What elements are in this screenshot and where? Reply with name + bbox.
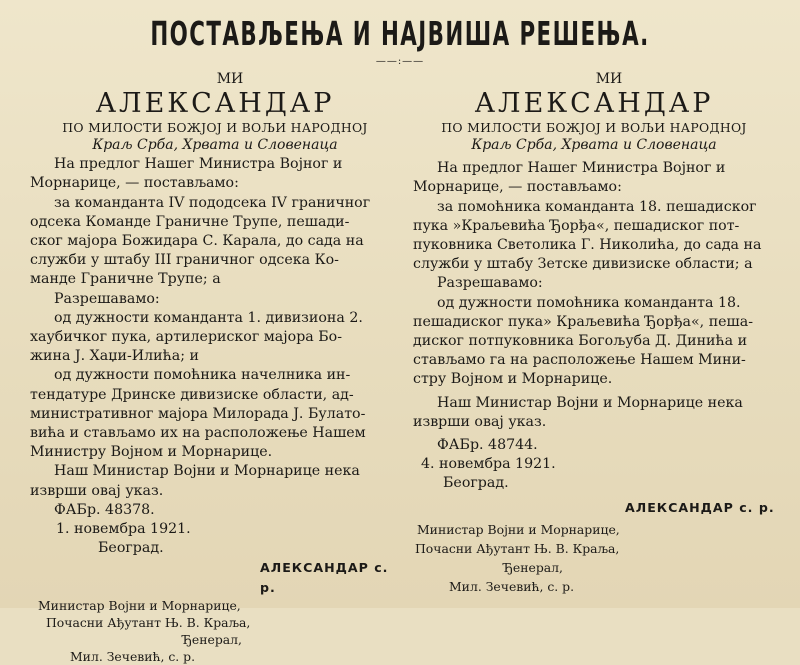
decree-signature: АЛЕКСАНДАР с. р. (260, 560, 389, 595)
minister-signature: Мил. Зечевић, с. р. (449, 578, 575, 594)
decree-line: за команданта IV пододсека IV граничног (54, 194, 371, 211)
decree-line: за помоћника команданта 18. пешадиског (437, 198, 757, 215)
decree-line: министративног мајора Милорада Ј. Булато- (30, 405, 366, 422)
minister-aide: Почасни Ађутант Њ. В. Краља, (46, 614, 251, 630)
decree-line: жина Ј. Хаџи-Илића; и (30, 348, 199, 365)
decree-we: МИ (595, 71, 623, 87)
decree-grace: ПО МИЛОСТИ БОЖЈОЈ И ВОЉИ НАРОДНОЈ (62, 120, 368, 136)
decree-line: стављамо га на расположење Нашем Мини- (413, 352, 746, 369)
decree-line: изврши овај указ. (413, 413, 547, 430)
minister-title: Министар Војни и Морнарице, (38, 597, 241, 613)
decree-line: вића и стављамо их на расположење Нашем (30, 425, 366, 442)
decree-line: служби у штабу Зетске дивизиске области; а (413, 256, 753, 273)
decree-date: 4. новембра 1921. (421, 456, 556, 473)
title-ornament: ——:—— (375, 56, 425, 67)
decree-line: Разрешавамо: (437, 275, 543, 292)
decree-left (30, 70, 400, 665)
decree-line: манде Граничне Трупе; а (30, 271, 221, 288)
decree-king: АЛЕКСАНДАР (95, 88, 335, 120)
decree-realm: Краљ Срба, Хрвата и Словенаца (92, 137, 338, 154)
decree-king: АЛЕКСАНДАР (474, 88, 714, 120)
minister-aide: Почасни Ађутант Њ. В. Краља, (415, 540, 620, 556)
decree-line: од дужности помоћника начелника ин- (54, 367, 351, 384)
decree-line: ског мајора Божидара С. Карала, до сада на (30, 233, 364, 250)
decree-line: Министру Војном и Морнарице. (30, 444, 273, 461)
minister-rank: Ђенерал, (182, 631, 242, 647)
decree-realm: Краљ Срба, Хрвата и Словенаца (471, 137, 717, 154)
decree-line: пуковника Светолика Г. Николића, до сада на (413, 237, 762, 254)
decree-line: одсека Команде Граничне Трупе, пешади- (30, 213, 350, 230)
decree-signature: АЛЕКСАНДАР с. р. (625, 499, 775, 515)
decree-line: Наш Министар Војни и Морнарице нека (54, 463, 360, 480)
decree-line: диског потпуковника Богољуба Д. Динића и (413, 333, 748, 350)
decree-grace: ПО МИЛОСТИ БОЖЈОЈ И ВОЉИ НАРОДНОЈ (441, 120, 747, 136)
decree-right (413, 70, 775, 595)
decree-line: стру Војном и Морнарице. (413, 371, 613, 388)
decree-line: пешадиског пука» Краљевића Ђорђа«, пеша- (413, 313, 753, 330)
decree-line: На предлог Нашег Министра Војног и (437, 160, 726, 177)
decree-line: Морнарице, — постављамо: (30, 175, 239, 192)
decree-date: 1. новембра 1921. (56, 521, 191, 538)
minister-title: Министар Војни и Морнарице, (417, 521, 620, 537)
decree-line: Морнарице, — постављамо: (413, 179, 622, 196)
decree-fabr: ФАБр. 48378. (54, 501, 155, 518)
decree-we: МИ (216, 71, 244, 87)
decree-city: Београд. (443, 475, 509, 492)
page-title: ПОСТАВЉЕЊА И НАЈВИША РЕШЕЊА. (150, 14, 650, 53)
decree-line: тендатуре Дринске дивизиске области, ад- (30, 386, 354, 403)
decree-line: од дужности команданта 1. дивизиона 2. (54, 309, 363, 326)
decree-fabr: ФАБр. 48744. (437, 437, 538, 454)
decree-line: служби у штабу III граничног одсека Ко- (30, 252, 339, 269)
decree-line: Наш Министар Војни и Морнарице нека (437, 394, 743, 411)
decree-city: Београд. (98, 540, 164, 557)
decree-line: Разрешавамо: (54, 290, 160, 307)
decree-line: од дужности помоћника команданта 18. (437, 294, 741, 311)
minister-rank: Ђенерал, (503, 559, 563, 575)
decree-line: пука »Краљевића Ђорђа«, пешадиског пот- (413, 217, 740, 234)
decree-line: На предлог Нашег Министра Војног и (54, 156, 343, 173)
decree-line: хаубичког пука, артилериског мајора Бо- (30, 329, 343, 346)
decree-line: изврши овај указ. (30, 482, 164, 499)
minister-signature: Мил. Зечевић, с. р. (70, 648, 196, 664)
